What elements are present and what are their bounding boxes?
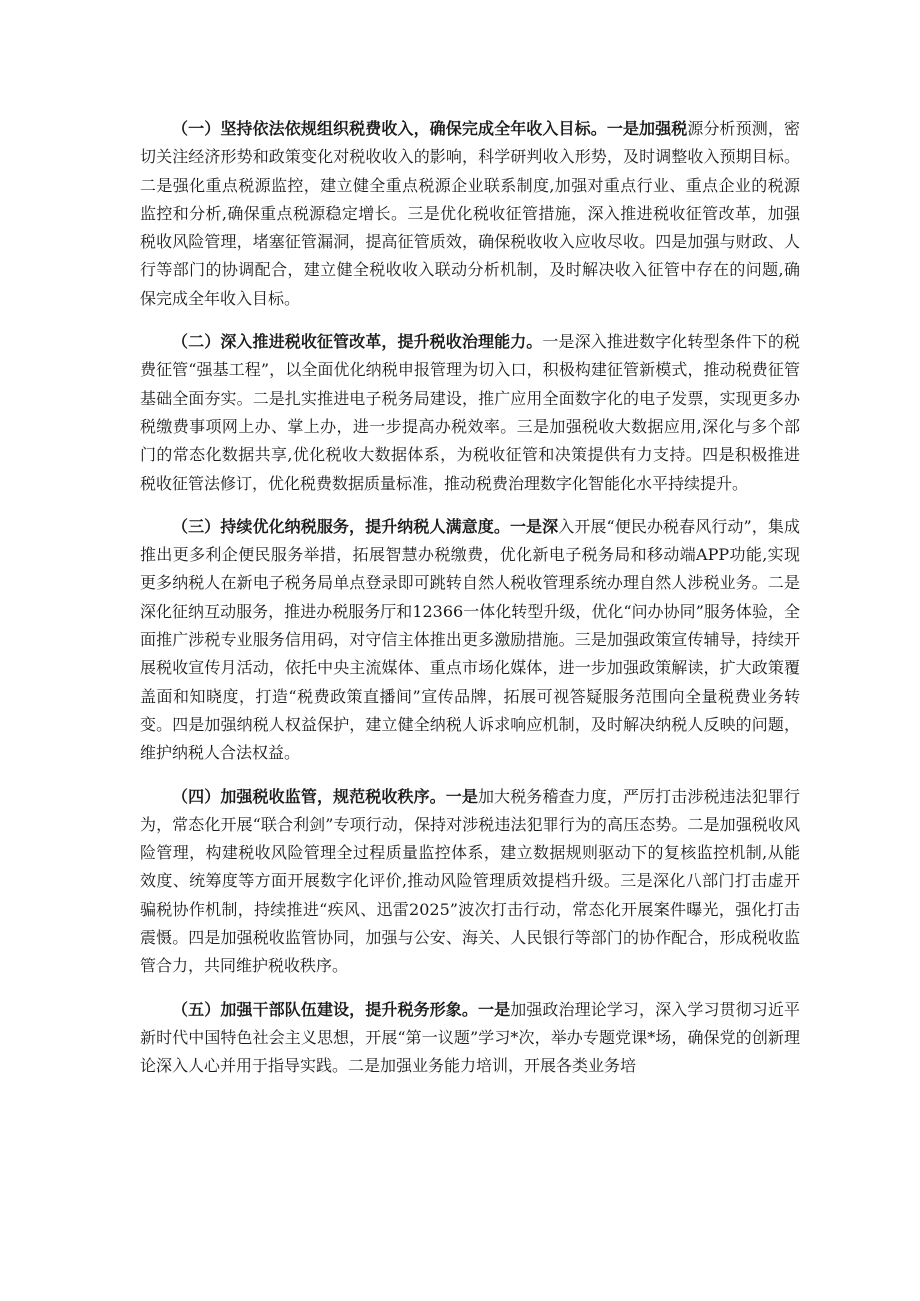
section-4-body: 加大税务稽查力度，严厉打击涉税违法犯罪行为，常态化开展“联合利剑”专项行动，保持对涉税违法犯罪行为的高压态势。二是加强税收风险管理，构建税收风险管理全过程质量监控体系，建立数据规则驱动下的复核监控机制,从能效度、统筹度等方面开展数字化评价,推动风险管理质效提档升级。三是深化八部门打击虚开骗税协作机制，持续推进“疾风、迅雷2025”波次打击行动，常态化开展案件曝光，强化打击震慑。四是加强税收监管协同，加强与公安、海关、人民银行等部门的协作配合，形成税收监管合力，共同维护税收秩序。 [140,786,800,976]
section-5-body: 加强政治理论学习，深入学习贯彻习近平新时代中国特色社会主义思想，开展“第一议题”学习*次，举办专题党课*场，确保党的创新理论深入人心并用于指导实践。二是加强业务能力培训，开展各类业务培 [140,999,800,1076]
section-4-paragraph [140,783,800,981]
document-body [140,115,800,1096]
section-1-paragraph [140,115,800,313]
section-3-heading: （三）持续优化纳税服务，提升纳税人满意度。一是深 [172,516,559,536]
section-3-paragraph [140,513,800,768]
section-1-body: 源分析预测，密切关注经济形势和政策变化对税收收入的影响，科学研判收入形势，及时调整收入预期目标。二是强化重点税源监控，建立健全重点税源企业联系制度,加强对重点行业、重点企业的税源监控和分析,确保重点税源稳定增长。三是优化税收征管措施，深入推进税收征管改革，加强税收风险管理，堵塞征管漏洞，提高征管质效，确保税收收入应收尽收。四是加强与财政、人行等部门的协调配合，建立健全税收收入联动分析机制，及时解决收入征管中存在的问题,确保完成全年收入目标。 [140,119,800,308]
section-3-body: 入开展“便民办税春风行动”，集成推出更多利企便民服务举措，拓展智慧办税缴费，优化新电子税务局和移动端APP功能,实现更多纳税人在新电子税务局单点登录即可跳转自然人税收管理系统办理自然人涉税业务。二是深化征纳互动服务，推进办税服务厅和12366一体化转型升级，优化“问办协同”服务体验，全面推广涉税专业服务信用码，对守信主体推出更多激励措施。三是加强政策宣传辅导，持续开展税收宣传月活动，依托中央主流媒体、重点市场化媒体，进一步加强政策解读，扩大政策覆盖面和知晓度，打造“税费政策直播间”宣传品牌，拓展可视答疑服务范围向全量税费业务转变。四是加强纳税人权益保护，建立健全纳税人诉求响应机制，及时解决纳税人反映的问题，维护纳税人合法权益。 [140,516,800,763]
section-1-heading: （一）坚持依法依规组织税费收入，确保完成全年收入目标。一是加强税 [172,119,688,138]
section-5-paragraph [140,996,800,1081]
section-2-heading: （二）深入推进税收征管改革，提升税收治理能力。 [172,332,543,352]
section-2-body: 一是深入推进数字化转型条件下的税费征管“强基工程”，以全面优化纳税申报管理为切入口，积极构建征管新模式，推动税费征管基础全面夯实。二是扎实推进电子税务局建设，推广应用全面数字化的电子发票，实现更多办税缴费事项网上办、掌上办，进一步提高办税效率。三是加强税收大数据应用,深化与多个部门的常态化数据共享,优化税收大数据体系，为税收征管和决策提供有力支持。四是积极推进税收征管法修订，优化税费数据质量标准，推动税费治理数字化智能化水平持续提升。 [140,332,800,493]
section-2-paragraph [140,328,800,498]
section-5-heading: （五）加强干部队伍建设，提升税务形象。一是 [172,999,511,1019]
section-4-heading: （四）加强税收监管，规范税收秩序。一是 [172,786,478,806]
